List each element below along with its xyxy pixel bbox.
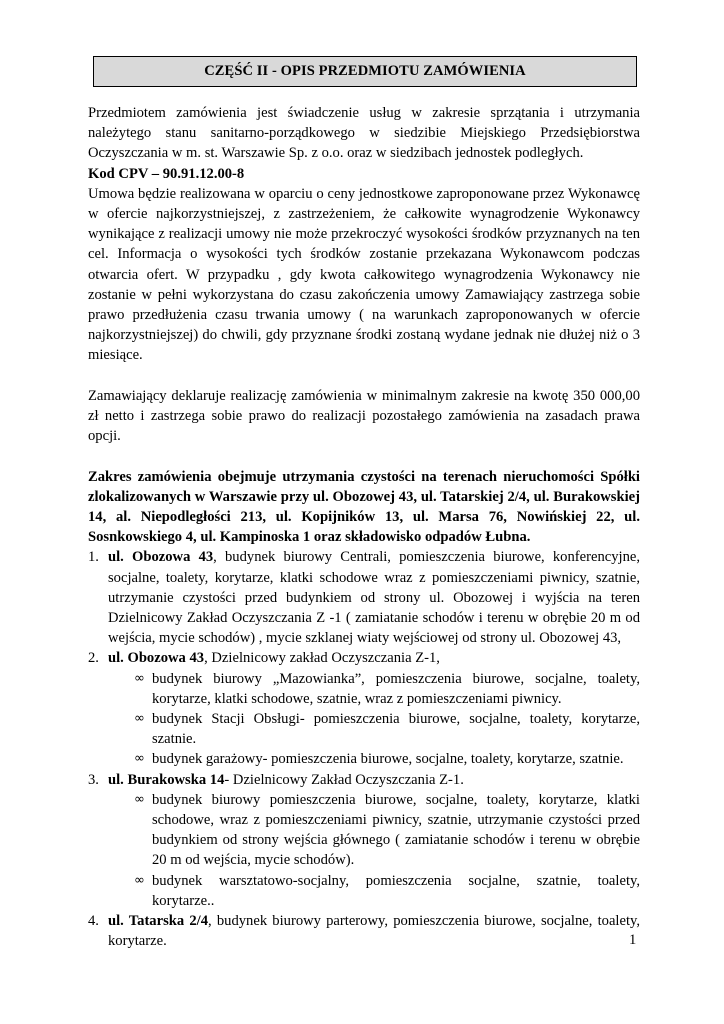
location-address: ul. Obozowa 43 <box>108 650 205 667</box>
intro-paragraph: Przedmiotem zamówienia jest świadczenie usług w zakresie sprzątania i utrzymania należytego stanu sanitarno-porządkowego w siedzibie Miejskiego Przedsiębiorstwa Oczyszczania w m. st. Warszawie Sp. z o.o. oraz w siedzibach jednostek podległych. <box>88 105 640 162</box>
building-item <box>134 749 640 769</box>
list-item <box>88 547 640 648</box>
building-list <box>108 669 640 770</box>
location-address: ul. Burakowska 14 <box>108 771 225 788</box>
locations-list <box>88 547 640 951</box>
spacer <box>88 446 640 466</box>
contract-paragraph: Umowa będzie realizowana w oparciu o ceny jednostkowe zaproponowane przez Wykonawcę w ofercie najkorzystniejszej, z zastrzeżeniem, że całkowite wynagrodzenie Wykonawcy wynikające z realizacji umowy nie może przekroczyć wysokości środków przyznanych na ten cel. Informacja o wysokości tych środków zostanie przekazana Wykonawcom podczas otwarcia ofert. W przypadku , gdy kwota całkowitego wynagrodzenia Wykonawcy nie zostanie w pełni wykorzystana do czasu zakończenia umowy Zamawiający zastrzega sobie prawo przedłużenia czasu trwania umowy ( na warunkach zaproponowanych w ofercie najkorzystniejszej) do chwili, gdy przyznane środki zostaną wydane jednak nie dłużej niż o 3 miesiące. <box>88 185 640 364</box>
location-description: , budynek biurowy parterowy, pomieszczenia biurowe, socjalne, toalety, korytarze. <box>108 913 641 950</box>
infinity-bullet-icon: ∞ <box>134 670 145 686</box>
building-description: budynek biurowy „Mazowianka”, pomieszczenia biurowe, socjalne, toalety, korytarze, klatki schodowe, szatnie, wraz z pomieszczeniami piwnicy. <box>152 670 640 707</box>
infinity-bullet-icon: ∞ <box>134 791 145 807</box>
section-title: CZĘŚĆ II - OPIS PRZEDMIOTU ZAMÓWIENIA <box>93 56 637 87</box>
building-description: budynek warsztatowo-socjalny, pomieszczenia socjalne, szatnie, toalety, korytarze.. <box>152 872 640 909</box>
building-item <box>134 790 640 871</box>
cpv-code: Kod CPV – 90.91.12.00-8 <box>88 165 245 182</box>
list-item <box>88 770 640 911</box>
document-body <box>88 103 640 952</box>
location-description: - Dzielnicowy Zakład Oczyszczania Z-1. <box>224 771 464 788</box>
minimum-scope-paragraph: Zamawiający deklaruje realizację zamówienia w minimalnym zakresie na kwotę 350 000,00 zł netto i zastrzega sobie prawo do realizacji pozostałego zamówienia na zasadach prawa opcji. <box>88 387 640 445</box>
building-description: budynek garażowy- pomieszczenia biurowe, socjalne, toalety, korytarze, szatnie. <box>152 751 624 768</box>
location-description: , budynek biurowy Centrali, pomieszczenia biurowe, konferencyjne, socjalne, toalety, korytarze, klatki schodowe wraz z pomieszczeniami piwnicy, szatnie, utrzymanie czystości przed budynkiem od strony ul. Obozowej i wyjścia na teren Dzielnicowy Zakład Oczyszczania Z -1 ( zamiatanie schodów i terenu w obrębie 20 m od wejścia, mycie schodów) , mycie szklanej wiaty wejściowej od strony ul. Obozowej 43, <box>108 549 640 647</box>
scope-heading: Zakres zamówienia obejmuje utrzymania czystości na terenach nieruchomości Spółki zlokalizowanych w Warszawie przy ul. Obozowej 43, ul. Tatarskiej 2/4, ul. Burakowskiej 14, al. Niepodległości 213, ul. Kopijników 13, ul. Marsa 76, Nowińskiej 22, ul. Sosnkowskiego 4, ul. Kampinoska 1 oraz składowisko odpadów Łubna. <box>88 468 640 546</box>
building-item <box>134 669 640 709</box>
infinity-bullet-icon: ∞ <box>134 872 145 888</box>
location-description: , Dzielnicowy zakład Oczyszczania Z-1, <box>204 650 440 667</box>
list-number: 4. <box>88 913 99 930</box>
page-number: 1 <box>629 932 637 948</box>
spacer <box>88 366 640 386</box>
list-item <box>88 911 640 951</box>
list-number: 2. <box>88 650 99 667</box>
building-description: budynek Stacji Obsługi- pomieszczenia biurowe, socjalne, toalety, korytarze, szatnie. <box>152 711 640 748</box>
location-address: ul. Tatarska 2/4 <box>108 913 209 930</box>
building-item <box>134 871 640 911</box>
building-description: budynek biurowy pomieszczenia biurowe, socjalne, toalety, korytarze, klatki schodowe, wraz z pomieszczeniami piwnicy, szatnie, utrzymanie czystości przed budynkiem od strony wejścia głównego ( zamiatanie schodów i terenu w obrębie 20 m od wejścia, mycie schodów). <box>152 791 640 869</box>
infinity-bullet-icon: ∞ <box>134 751 145 767</box>
building-list <box>108 790 640 911</box>
list-number: 1. <box>88 549 99 566</box>
building-item <box>134 709 640 749</box>
infinity-bullet-icon: ∞ <box>134 711 145 727</box>
list-item <box>88 648 640 769</box>
list-number: 3. <box>88 771 99 788</box>
location-address: ul. Obozowa 43 <box>108 549 214 566</box>
